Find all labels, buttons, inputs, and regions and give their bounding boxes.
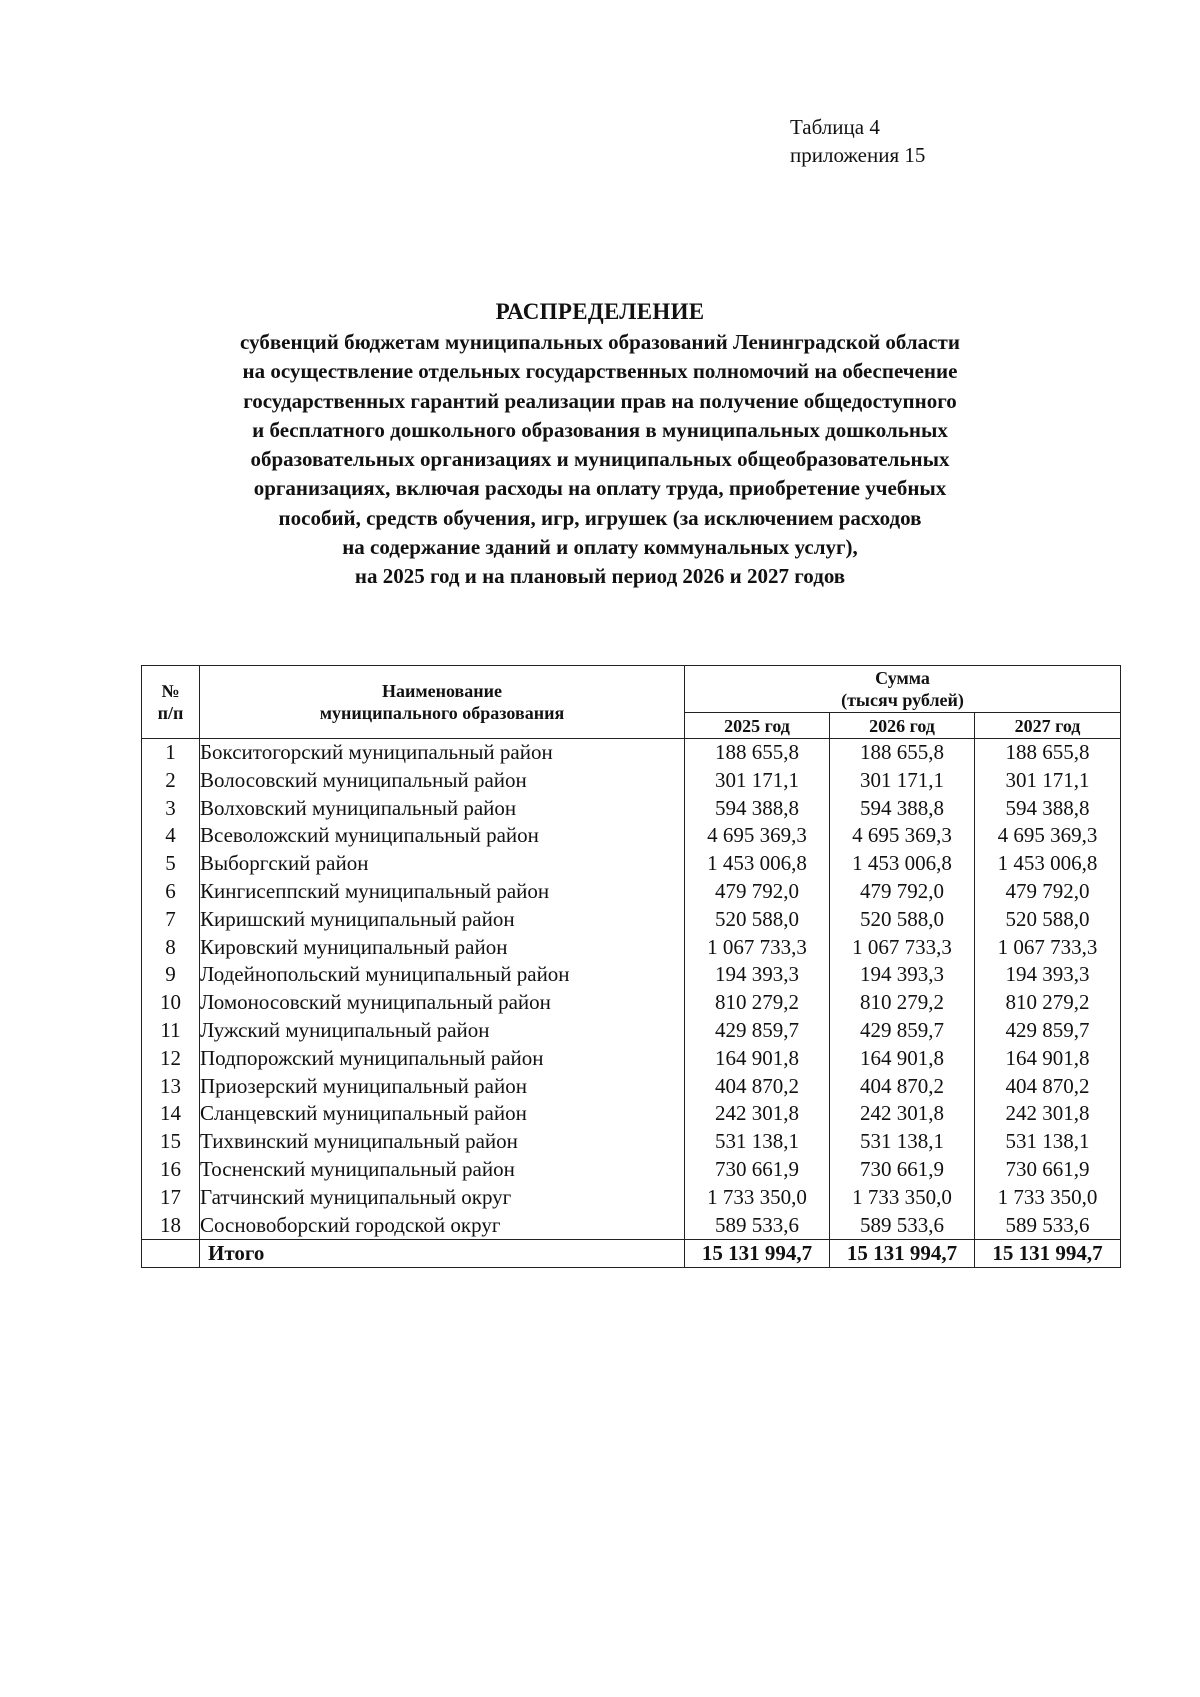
amount-2025: 404 870,2 bbox=[685, 1073, 830, 1101]
row-number: 5 bbox=[142, 850, 200, 878]
row-number: 1 bbox=[142, 739, 200, 767]
row-number: 7 bbox=[142, 906, 200, 934]
municipality-name: Лодейнопольский муниципальный район bbox=[200, 961, 685, 989]
row-number: 12 bbox=[142, 1045, 200, 1073]
amount-2027: 810 279,2 bbox=[975, 989, 1121, 1017]
amount-2027: 164 901,8 bbox=[975, 1045, 1121, 1073]
title-heading: РАСПРЕДЕЛЕНИЕ bbox=[495, 299, 705, 324]
municipality-name: Тихвинский муниципальный район bbox=[200, 1128, 685, 1156]
amount-2025: 589 533,6 bbox=[685, 1212, 830, 1240]
amount-2025: 730 661,9 bbox=[685, 1156, 830, 1184]
header-name bbox=[200, 666, 685, 739]
header-sum bbox=[685, 666, 1121, 713]
annex-table-number: Таблица 4 bbox=[790, 115, 880, 139]
header-number bbox=[142, 666, 200, 739]
amount-2027: 531 138,1 bbox=[975, 1128, 1121, 1156]
amount-2027: 589 533,6 bbox=[975, 1212, 1121, 1240]
amount-2025: 301 171,1 bbox=[685, 767, 830, 795]
row-number: 9 bbox=[142, 961, 200, 989]
amount-2025: 188 655,8 bbox=[685, 739, 830, 767]
row-number: 10 bbox=[142, 989, 200, 1017]
header-year-2025: 2025 год bbox=[685, 713, 830, 739]
table-row bbox=[142, 989, 1121, 1017]
amount-2027: 429 859,7 bbox=[975, 1017, 1121, 1045]
amount-2027: 188 655,8 bbox=[975, 739, 1121, 767]
table-body bbox=[142, 739, 1121, 1240]
table-row bbox=[142, 1045, 1121, 1073]
row-number: 14 bbox=[142, 1100, 200, 1128]
municipality-name: Бокситогорский муниципальный район bbox=[200, 739, 685, 767]
municipality-name: Волосовский муниципальный район bbox=[200, 767, 685, 795]
municipality-name: Киришский муниципальный район bbox=[200, 906, 685, 934]
total-number-cell bbox=[142, 1240, 200, 1268]
amount-2025: 479 792,0 bbox=[685, 878, 830, 906]
municipality-name: Гатчинский муниципальный округ bbox=[200, 1184, 685, 1212]
header-number-abbr: п/п bbox=[157, 703, 184, 723]
amount-2027: 194 393,3 bbox=[975, 961, 1121, 989]
table-row bbox=[142, 1100, 1121, 1128]
amount-2026: 531 138,1 bbox=[830, 1128, 975, 1156]
amount-2027: 479 792,0 bbox=[975, 878, 1121, 906]
header-sum-line2: (тысяч рублей) bbox=[841, 690, 964, 710]
table-row bbox=[142, 878, 1121, 906]
table-row bbox=[142, 1156, 1121, 1184]
amount-2025: 429 859,7 bbox=[685, 1017, 830, 1045]
amount-2025: 810 279,2 bbox=[685, 989, 830, 1017]
municipality-name: Волховский муниципальный район bbox=[200, 795, 685, 823]
document-title bbox=[100, 296, 1100, 592]
amount-2025: 4 695 369,3 bbox=[685, 822, 830, 850]
table-footer bbox=[142, 1240, 1121, 1268]
amount-2027: 730 661,9 bbox=[975, 1156, 1121, 1184]
table-row bbox=[142, 822, 1121, 850]
table-row bbox=[142, 906, 1121, 934]
table-row bbox=[142, 850, 1121, 878]
table-row bbox=[142, 739, 1121, 767]
municipality-name: Сосновоборский городской округ bbox=[200, 1212, 685, 1240]
table-row bbox=[142, 1128, 1121, 1156]
amount-2025: 594 388,8 bbox=[685, 795, 830, 823]
municipality-name: Лужский муниципальный район bbox=[200, 1017, 685, 1045]
amount-2026: 404 870,2 bbox=[830, 1073, 975, 1101]
amount-2026: 594 388,8 bbox=[830, 795, 975, 823]
amount-2025: 164 901,8 bbox=[685, 1045, 830, 1073]
title-line: на 2025 год и на плановый период 2026 и 2027 годов bbox=[354, 564, 846, 589]
title-line: государственных гарантий реализации прав на получение общедоступного bbox=[243, 388, 957, 413]
municipality-name: Сланцевский муниципальный район bbox=[200, 1100, 685, 1128]
amount-2027: 1 067 733,3 bbox=[975, 934, 1121, 962]
amount-2027: 242 301,8 bbox=[975, 1100, 1121, 1128]
amount-2026: 589 533,6 bbox=[830, 1212, 975, 1240]
row-number: 2 bbox=[142, 767, 200, 795]
row-number: 17 bbox=[142, 1184, 200, 1212]
amount-2026: 1 453 006,8 bbox=[830, 850, 975, 878]
header-year-2026: 2026 год bbox=[830, 713, 975, 739]
annex-reference bbox=[790, 113, 925, 169]
table-row bbox=[142, 934, 1121, 962]
row-number: 13 bbox=[142, 1073, 200, 1101]
amount-2025: 194 393,3 bbox=[685, 961, 830, 989]
header-year-2027: 2027 год bbox=[975, 713, 1121, 739]
municipality-name: Приозерский муниципальный район bbox=[200, 1073, 685, 1101]
amount-2025: 1 453 006,8 bbox=[685, 850, 830, 878]
row-number: 16 bbox=[142, 1156, 200, 1184]
amount-2026: 479 792,0 bbox=[830, 878, 975, 906]
title-line: субвенций бюджетам муниципальных образований Ленинградской области bbox=[240, 330, 960, 354]
municipality-name: Выборгский район bbox=[200, 850, 685, 878]
amount-2025: 242 301,8 bbox=[685, 1100, 830, 1128]
header-name-line2: муниципального образования bbox=[319, 703, 565, 723]
table-row bbox=[142, 767, 1121, 795]
row-number: 15 bbox=[142, 1128, 200, 1156]
title-line: пособий, средств обучения, игр, игрушек (за исключением расходов bbox=[278, 505, 922, 530]
amount-2025: 531 138,1 bbox=[685, 1128, 830, 1156]
header-name-line1: Наименование bbox=[382, 681, 502, 701]
row-number: 6 bbox=[142, 878, 200, 906]
amount-2027: 1 733 350,0 bbox=[975, 1184, 1121, 1212]
municipality-name: Всеволожский муниципальный район bbox=[200, 822, 685, 850]
amount-2026: 242 301,8 bbox=[830, 1100, 975, 1128]
row-number: 3 bbox=[142, 795, 200, 823]
amount-2027: 301 171,1 bbox=[975, 767, 1121, 795]
amount-2026: 520 588,0 bbox=[830, 906, 975, 934]
row-number: 18 bbox=[142, 1212, 200, 1240]
title-line: организациях, включая расходы на оплату труда, приобретение учебных bbox=[253, 476, 947, 501]
row-number: 11 bbox=[142, 1017, 200, 1045]
table-row bbox=[142, 1184, 1121, 1212]
amount-2027: 594 388,8 bbox=[975, 795, 1121, 823]
distribution-table bbox=[141, 665, 1121, 1268]
annex-appendix-number: приложения 15 bbox=[790, 143, 926, 167]
header-number-sign: № bbox=[161, 681, 180, 701]
table-row bbox=[142, 1212, 1121, 1240]
municipality-name: Кингисеппский муниципальный район bbox=[200, 878, 685, 906]
amount-2026: 810 279,2 bbox=[830, 989, 975, 1017]
amount-2026: 194 393,3 bbox=[830, 961, 975, 989]
total-2026: 15 131 994,7 bbox=[830, 1240, 975, 1268]
amount-2027: 1 453 006,8 bbox=[975, 850, 1121, 878]
table-row bbox=[142, 1073, 1121, 1101]
amount-2025: 1 733 350,0 bbox=[685, 1184, 830, 1212]
title-line: и бесплатного дошкольного образования в муниципальных дошкольных bbox=[252, 417, 948, 442]
municipality-name: Ломоносовский муниципальный район bbox=[200, 989, 685, 1017]
amount-2026: 1 733 350,0 bbox=[830, 1184, 975, 1212]
total-row bbox=[142, 1240, 1121, 1268]
amount-2026: 1 067 733,3 bbox=[830, 934, 975, 962]
table-header bbox=[142, 666, 1121, 739]
title-line: на содержание зданий и оплату коммунальных услуг), bbox=[342, 535, 858, 560]
row-number: 8 bbox=[142, 934, 200, 962]
municipality-name: Кировский муниципальный район bbox=[200, 934, 685, 962]
municipality-name: Тосненский муниципальный район bbox=[200, 1156, 685, 1184]
amount-2026: 4 695 369,3 bbox=[830, 822, 975, 850]
amount-2025: 520 588,0 bbox=[685, 906, 830, 934]
title-line: образовательных организациях и муниципальных общеобразовательных bbox=[250, 447, 950, 472]
amount-2025: 1 067 733,3 bbox=[685, 934, 830, 962]
amount-2027: 404 870,2 bbox=[975, 1073, 1121, 1101]
total-2025: 15 131 994,7 bbox=[685, 1240, 830, 1268]
municipality-name: Подпорожский муниципальный район bbox=[200, 1045, 685, 1073]
table-row bbox=[142, 795, 1121, 823]
amount-2027: 520 588,0 bbox=[975, 906, 1121, 934]
amount-2026: 188 655,8 bbox=[830, 739, 975, 767]
total-2027: 15 131 994,7 bbox=[975, 1240, 1121, 1268]
header-sum-line1: Сумма bbox=[875, 668, 930, 688]
amount-2026: 730 661,9 bbox=[830, 1156, 975, 1184]
amount-2026: 301 171,1 bbox=[830, 767, 975, 795]
row-number: 4 bbox=[142, 822, 200, 850]
table-row bbox=[142, 961, 1121, 989]
amount-2026: 429 859,7 bbox=[830, 1017, 975, 1045]
table-row bbox=[142, 1017, 1121, 1045]
amount-2027: 4 695 369,3 bbox=[975, 822, 1121, 850]
amount-2026: 164 901,8 bbox=[830, 1045, 975, 1073]
total-label: Итого bbox=[200, 1240, 685, 1268]
title-line: на осуществление отдельных государственных полномочий на обеспечение bbox=[242, 359, 958, 384]
